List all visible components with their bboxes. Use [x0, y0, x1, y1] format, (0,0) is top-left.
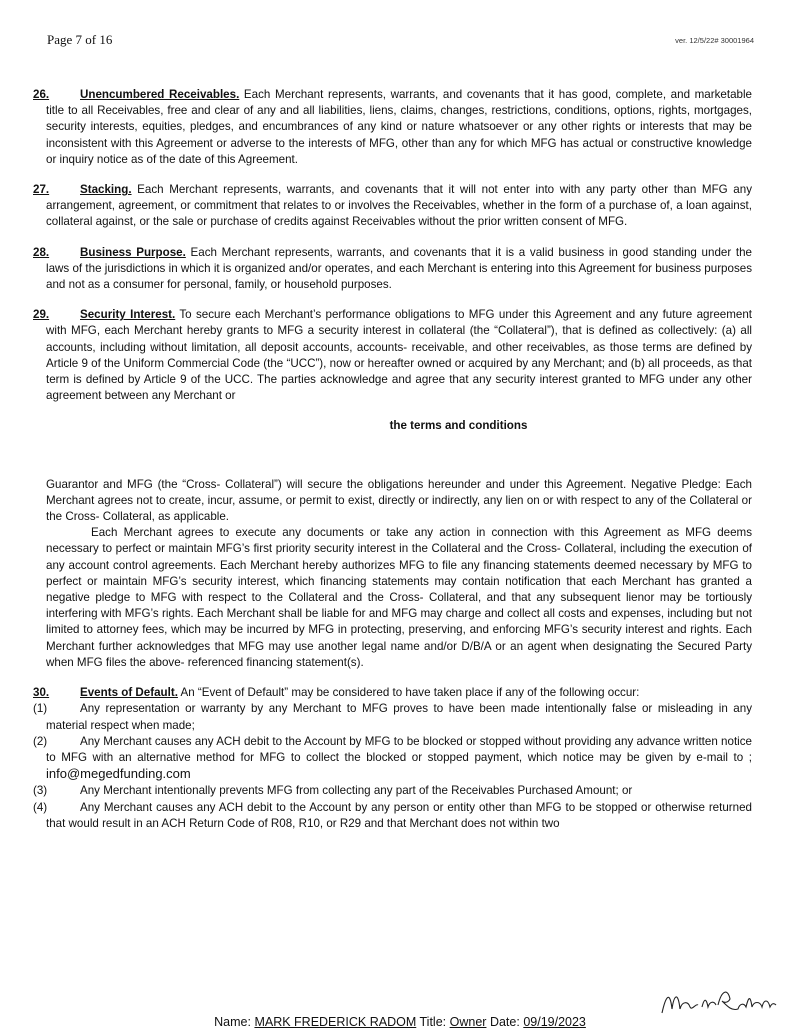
section-title: Business Purpose. [80, 245, 186, 259]
list-item-number: (4) [33, 800, 48, 814]
section-title: Unencumbered Receivables. [80, 88, 240, 101]
section-text: Each Merchant represents, warrants, and covenants that it has good, complete, and marketable title to all Receivables, free and clear of any and all liabilities, liens, claims, changes, restrictions, conditions, options, rights, mortgages, security interests, equities, pledges, and encumbrances of any kind or nature whatsoever or any other rights or interests that may be inconsistent with this Agreement or adverse to the interests of MFG, other than any for which MFG has actual or constructive knowledge or inquiry notice as of the date of this Agreement. [46, 88, 753, 166]
section-number: 26. [33, 88, 50, 101]
section-number: 28. [33, 245, 50, 259]
list-item-text: Any Merchant intentionally prevents MFG from collecting any part of the Receivables Purchased Amount; or [80, 784, 633, 798]
section-text: Each Merchant represents, warrants, and covenants that it will not enter into with any party other than MFG any arrangement, agreement, or commitment that relates to or involves the Receivables, whether in the form of a purchase of, a loan against, collateral against, or the sale or purchase of credits against Receivables without the prior written consent of MFG. [46, 183, 752, 229]
title-label: Title: [419, 1015, 447, 1029]
section-number: 29. [33, 308, 50, 322]
center-note: the terms and conditions [389, 419, 528, 433]
section-title: Stacking. [80, 183, 132, 197]
section-number: 27. [33, 183, 50, 197]
section-text: To secure each Merchant’s performance obligations to MFG under this Agreement and any future agreement with MFG, each Merchant hereby grants to MFG a security interest in collateral (the “Collateral”), that is defined as collectively: (a) all accounts, including without limitation, all deposit accounts, accounts- receivable, and other receivables, as those terms are defined by Article 9 of the Uniform Commercial Code (the “UCC”), now or hereafter owned or acquired by any Merchant; and (b) all proceeds, as that term is defined by Article 9 of the UCC. The parties acknowledge and agree that any security interest granted to MFG under any other agreement between any Merchant or [46, 308, 753, 403]
list-item [33, 701, 752, 733]
section-29-continued-paragraph: Each Merchant agrees to execute any documents or take any action in connection with this Agreement as MFG deems necessary to perfect or maintain MFG’s first priority security interest in the Collateral and the Cross- Collateral, including the execution of any account control agreements. Each Merchant hereby authorizes MFG to file any financing statements deemed necessary by MFG to perfect or maintain MFG’s security interest, which financing statements may contain notification that each Merchant has granted a negative pledge to MFG with respect to the Collateral and the Cross- Collateral, and that any subsequent lienor may be tortiously interfering with MFG’s rights. Each Merchant shall be liable for and MFG may charge and collect all costs and expenses, including but not limited to attorney fees, which may be incurred by MFG in protecting, preserving, and enforcing MFG’s security interest and rights. Each Merchant further acknowledges that MFG may use another legal name and/or D/B/A or an agent when designating the Secured Party when MFG files the above- referenced financing statement(s). [46, 526, 752, 669]
email-address: info@megedfunding.com [46, 766, 191, 782]
section-26 [33, 87, 752, 168]
list-item-text: Any Merchant causes any ACH debit to the Account by MFG to be blocked or stopped without providing any advance written notice to MFG with an alternative method for MFG to collect the blocked or stopped payment, which notice may be given by e-mail to ; [46, 734, 752, 764]
section-number: 30. [33, 686, 50, 700]
list-item-text: Any representation or warranty by any Merchant to MFG proves to have been made intentionally false or misleading in any material respect when made; [46, 702, 752, 732]
section-28 [33, 245, 752, 294]
section-29-continued: Guarantor and MFG (the “Cross- Collateral”) will secure the obligations hereunder and under this Agreement. Negative Pledge: Each Merchant agrees not to create, incur, assume, or permit to exist, directly or indirectly, any lien on or with respect to any of the Collateral or the Cross- Collateral, as applicable. [46, 477, 752, 524]
name-label: Name: [214, 1015, 251, 1029]
section-30 [33, 685, 752, 701]
list-item-number: (1) [33, 702, 48, 716]
list-item-text: Any Merchant causes any ACH debit to the Account by any person or entity other than MFG to be stopped or otherwise returned that would result in an ACH Return Code of R08, R10, or R29 and that Merchant does not within two [46, 800, 752, 830]
list-item [33, 734, 752, 784]
section-title: Events of Default. [80, 686, 178, 700]
list-item [33, 800, 752, 832]
section-text: An “Event of Default” may be considered to have taken place if any of the following occur: [177, 686, 640, 700]
list-item-number: (3) [33, 784, 48, 798]
version-stamp: ver. 12/5/22# 30001964 [675, 36, 754, 45]
document-body [33, 87, 752, 832]
list-item [33, 783, 752, 799]
signature-footer [0, 1015, 800, 1029]
list-item-number: (2) [33, 734, 48, 748]
section-text: Each Merchant represents, warrants, and covenants that it is a valid business in good standing under the laws of the jurisdictions in which it is organized and/or operates, and each Merchant is entering into this Agreement for business purposes and not as a consumer for personal, family, or household purposes. [46, 245, 752, 292]
page-number: Page 7 of 16 [47, 32, 113, 47]
signing-date: 09/19/2023 [523, 1015, 586, 1029]
section-29 [33, 307, 752, 404]
section-27 [33, 182, 752, 231]
signer-title: Owner [449, 1015, 487, 1029]
section-title: Security Interest. [80, 308, 176, 322]
signer-name: MARK FREDERICK RADOM [254, 1015, 417, 1029]
date-label: Date: [489, 1015, 520, 1029]
